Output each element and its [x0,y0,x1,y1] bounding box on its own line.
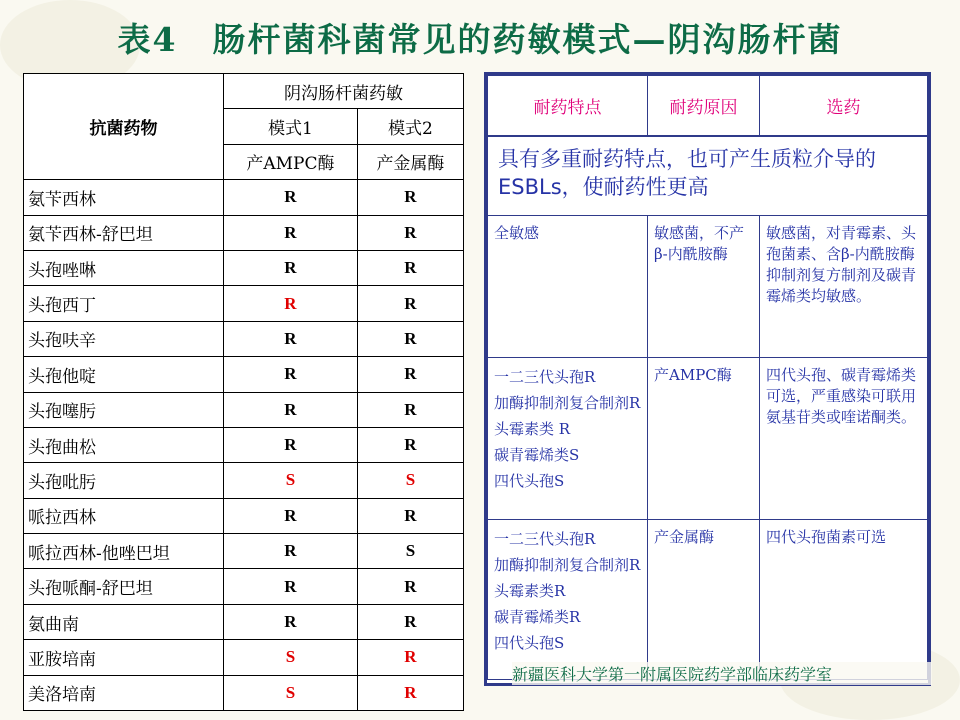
mode1-value: R [224,215,358,250]
drug-name: 头孢唑啉 [24,250,224,285]
row2-choice: 四代头孢、碳青霉烯类可选，严重感染可联用氨基苷类或喹诺酮类。 [760,358,928,520]
table-row [24,640,464,675]
mode1-value: R [224,498,358,533]
table-row [24,321,464,356]
mode1-value: S [224,675,358,710]
table-row [24,569,464,604]
mode1-value: S [224,463,358,498]
mode2-value: R [357,392,463,427]
row3-feature [488,520,648,680]
row3-feature-line: 头霉素类R [494,582,566,600]
mode2-value: R [357,640,463,675]
drug-name: 头孢他啶 [24,357,224,392]
mode2-value: R [357,569,463,604]
table-row [24,250,464,285]
table-row [24,675,464,710]
mode1-value: R [224,321,358,356]
drug-name: 头孢曲松 [24,427,224,462]
drug-name: 哌拉西林-他唑巴坦 [24,534,224,569]
row3-feature-line: 一二三代头孢R [494,530,596,548]
table-row [24,498,464,533]
mode2-value: R [357,604,463,639]
mode2-value: R [357,180,463,215]
mode1-value: R [224,604,358,639]
mode1-value: R [224,534,358,569]
mode1-value: R [224,286,358,321]
drug-name: 氨苄西林 [24,180,224,215]
row2-reason: 产AMPC酶 [648,358,760,520]
mode2-value: R [357,215,463,250]
header-drug: 抗菌药物 [24,74,224,180]
mode2-value: R [357,498,463,533]
mode2-value: R [357,427,463,462]
mode2-value: S [357,463,463,498]
table-row [24,180,464,215]
table-row [24,357,464,392]
row3-reason: 产金属酶 [648,520,760,680]
table-row [24,534,464,569]
mode1-value: R [224,357,358,392]
table-row [24,392,464,427]
table-row [24,463,464,498]
drug-name: 头孢吡肟 [24,463,224,498]
header-mode2-sub: 产金属酶 [357,144,463,179]
susceptibility-table [23,73,464,711]
page-title: 表4 肠杆菌科菌常见的药敏模式—阴沟肠杆菌 [117,20,843,59]
row2-feature-line: 碳青霉烯类S [494,446,580,464]
drug-name: 头孢呋辛 [24,321,224,356]
drug-name: 氨苄西林-舒巴坦 [24,215,224,250]
header-choice: 选药 [760,76,928,136]
header-mode2: 模式2 [357,109,463,144]
mode1-value: R [224,180,358,215]
drug-name: 头孢哌酮-舒巴坦 [24,569,224,604]
drug-name: 头孢噻肟 [24,392,224,427]
mode1-value: S [224,640,358,675]
drug-name: 头孢西丁 [24,286,224,321]
drug-name: 美洛培南 [24,675,224,710]
mode2-value: R [357,286,463,321]
row1-choice: 敏感菌，对青霉素、头孢菌素、含β-内酰胺酶抑制剂复方制剂及碳青霉烯类均敏感。 [760,216,928,358]
row2-feature-line: 头霉素类 R [494,420,571,438]
mode1-value: R [224,427,358,462]
drug-name: 氨曲南 [24,604,224,639]
footer-institution: 新疆医科大学第一附属医院药学部临床药学室 [512,662,932,685]
resistance-table [487,75,928,680]
mode1-value: R [224,392,358,427]
header-reason: 耐药原因 [648,76,760,136]
row1-reason: 敏感菌，不产β-内酰胺酶 [648,216,760,358]
description-text: 具有多重耐药特点，也可产生质粒介导的ESBLs，使耐药性更高 [488,136,928,216]
row2-feature [488,358,648,520]
mode2-value: S [357,534,463,569]
header-mode1: 模式1 [224,109,358,144]
drug-name: 亚胺培南 [24,640,224,675]
mode2-value: R [357,321,463,356]
table-row [24,604,464,639]
mode2-value: R [357,675,463,710]
table-row [24,215,464,250]
row3-feature-line: 四代头孢S [494,634,565,652]
drug-name: 哌拉西林 [24,498,224,533]
header-feature: 耐药特点 [488,76,648,136]
row2-feature-line: 加酶抑制剂复合制剂R [494,394,641,412]
row3-feature-line: 碳青霉烯类R [494,608,581,626]
table-row [24,286,464,321]
row3-choice: 四代头孢菌素可选 [760,520,928,680]
mode1-value: R [224,250,358,285]
header-mode1-sub: 产AMPC酶 [224,144,358,179]
row3-feature-line: 加酶抑制剂复合制剂R [494,556,641,574]
row1-feature: 全敏感 [488,216,648,358]
table-row [24,427,464,462]
mode2-value: R [357,250,463,285]
row2-feature-line: 四代头孢S [494,472,565,490]
header-group: 阴沟肠杆菌药敏 [224,74,464,109]
mode1-value: R [224,569,358,604]
row2-feature-line: 一二三代头孢R [494,368,596,386]
mode2-value: R [357,357,463,392]
resistance-panel [484,72,931,686]
